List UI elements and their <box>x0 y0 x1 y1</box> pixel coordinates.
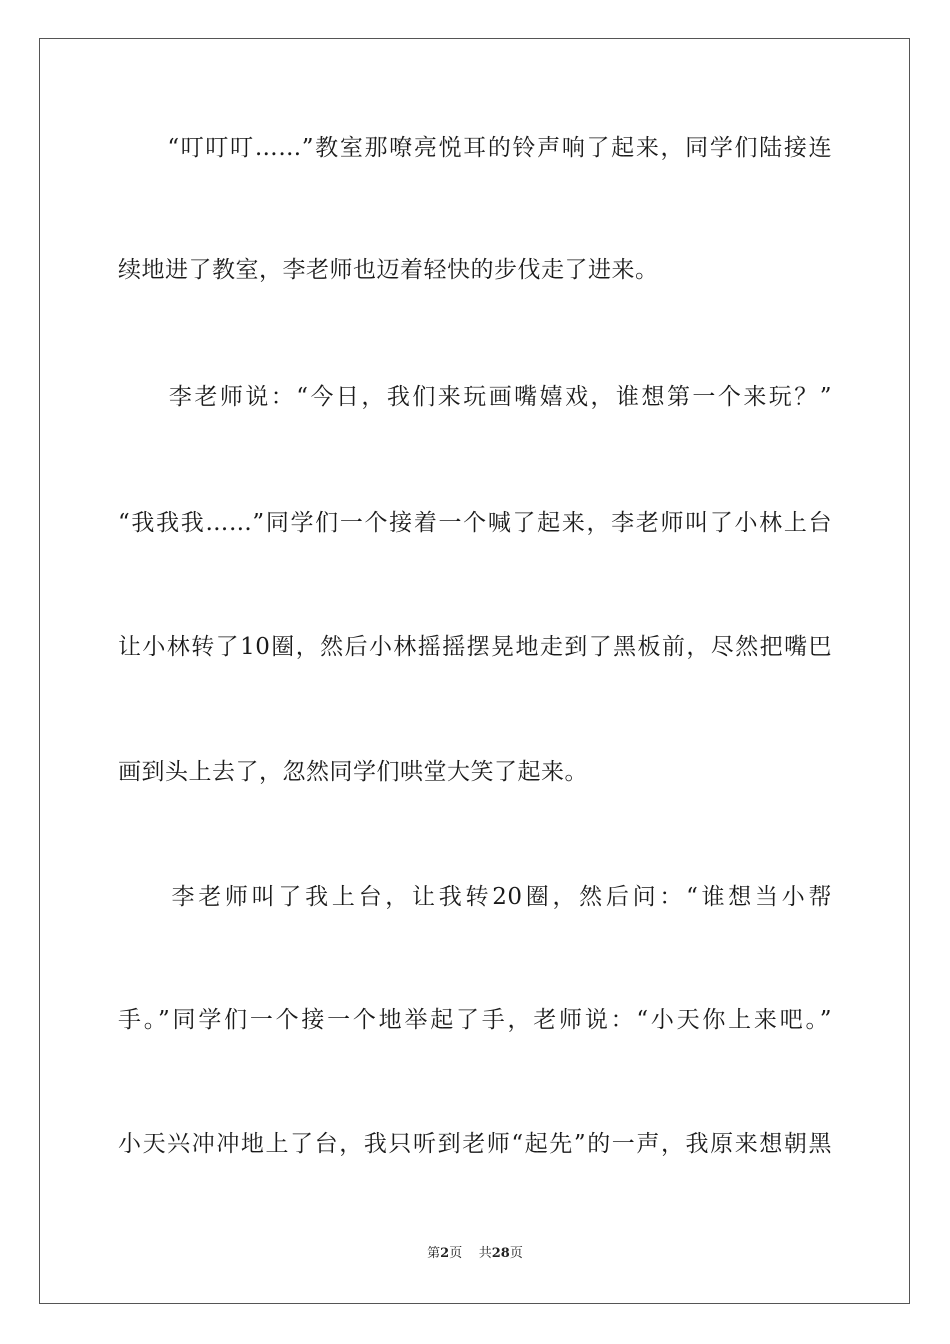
current-page-number: 2 <box>440 1246 450 1261</box>
text-line-6: 画到头上去了，忽然同学们哄堂大笑了起来。 <box>118 759 588 785</box>
text-line-7: 李老师叫了我上台，让我转20圈，然后问：“谁想当小帮 <box>118 884 832 910</box>
text-line-3: 李老师说：“今日，我们来玩画嘴嬉戏，谁想第一个来玩？” <box>118 384 832 410</box>
total-pages-suffix: 页 <box>509 1246 523 1261</box>
total-pages-number: 28 <box>491 1246 510 1261</box>
text-line-9: 小天兴冲冲地上了台，我只听到老师“起先”的一声，我原来想朝黑 <box>118 1131 832 1157</box>
page-frame <box>39 38 910 1304</box>
page-number-suffix: 页 <box>449 1246 463 1261</box>
page-number-prefix: 第 <box>427 1246 441 1261</box>
page-footer <box>0 1246 950 1262</box>
text-line-2: 续地进了教室，李老师也迈着轻快的步伐走了进来。 <box>118 257 659 283</box>
text-line-4: “我我我……”同学们一个接着一个喊了起来，李老师叫了小林上台 <box>118 510 832 536</box>
total-pages-prefix: 共 <box>478 1246 492 1261</box>
text-line-1: “叮叮叮……”教室那嘹亮悦耳的铃声响了起来，同学们陆接连 <box>118 135 832 161</box>
text-line-5: 让小林转了10圈，然后小林摇摇摆晃地走到了黑板前，尽然把嘴巴 <box>118 634 832 660</box>
text-line-8: 手。”同学们一个接一个地举起了手，老师说：“小天你上来吧。” <box>118 1007 832 1033</box>
